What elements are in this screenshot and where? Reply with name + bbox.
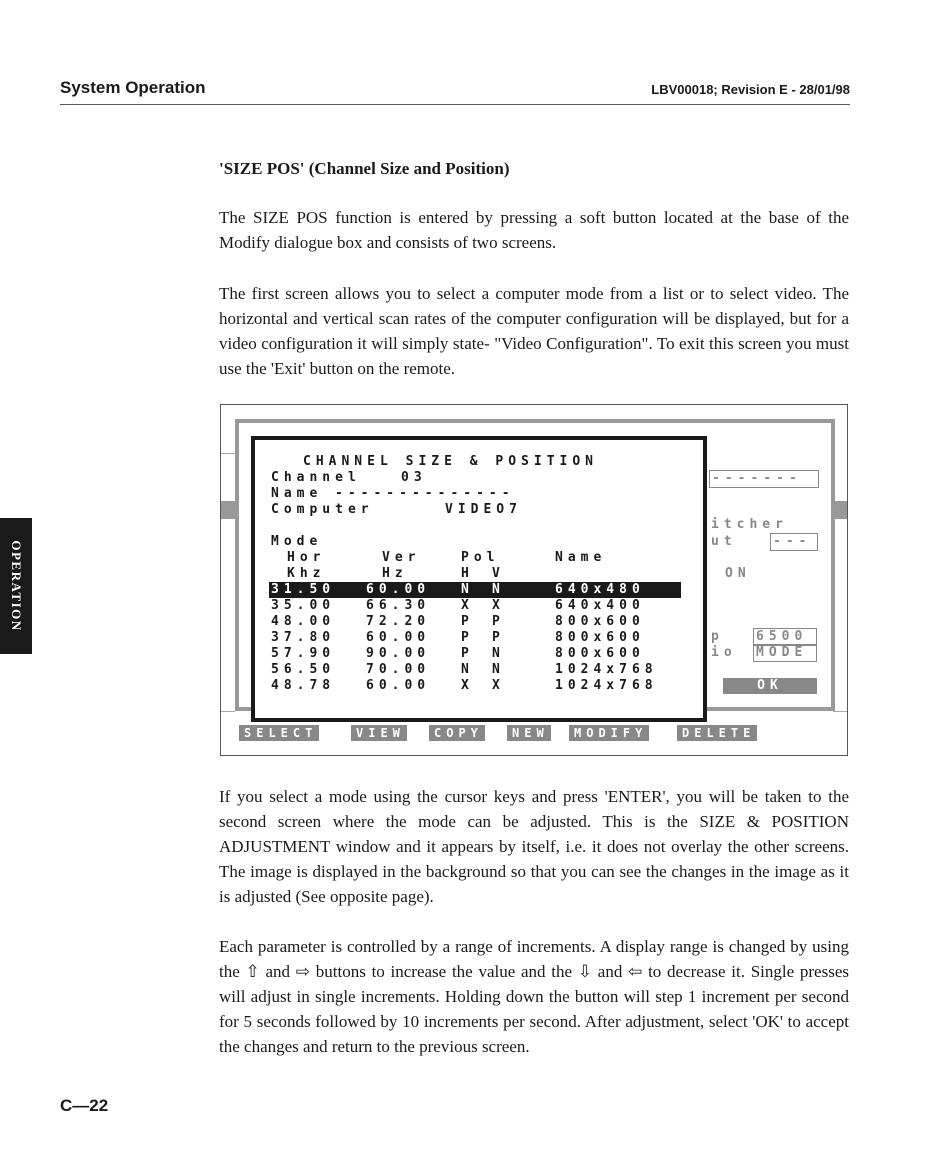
figure-rule-left-bottom	[221, 711, 235, 712]
unit-h: H	[461, 566, 474, 581]
background-io-label: io	[711, 645, 737, 660]
background-on-label: ON	[725, 566, 751, 581]
mode-h: N	[461, 662, 474, 677]
paragraph-3: If you select a mode using the cursor keys and press 'ENTER', you will be taken to the second screen where the mode can be adjusted. This is the SIZE & POSITION ADJUSTMENT window and it appears by itself, i.e. it does not overlay the other screens. The image is displayed in the background so that you can see the changes in the image as it is adjusted (See opposite page).	[219, 787, 849, 906]
mode-name: 1024x768	[555, 662, 658, 677]
mode-name: 640x480	[555, 582, 645, 597]
figure-rule-left-top	[221, 453, 235, 454]
channel-label: Channel	[271, 470, 361, 485]
mode-ver: 60.00	[366, 678, 431, 693]
mode-row[interactable]	[269, 678, 681, 694]
page-number: C—22	[60, 1096, 109, 1115]
figure-bar-left	[221, 501, 235, 519]
unit-v: V	[492, 566, 505, 581]
mode-hor: 48.00	[271, 614, 336, 629]
mode-hor: 37.80	[271, 630, 336, 645]
mode-row[interactable]	[269, 630, 681, 646]
mode-hor: 48.78	[271, 678, 336, 693]
mode-label: Mode	[271, 534, 323, 549]
mode-h: P	[461, 614, 474, 629]
channel-value: 03	[401, 470, 427, 485]
column-name: Name	[555, 550, 607, 565]
view-softkey[interactable]: VIEW	[351, 725, 407, 741]
background-ok-button[interactable]: OK	[723, 678, 817, 694]
mode-hor: 57.90	[271, 646, 336, 661]
mode-v: X	[492, 678, 505, 693]
mode-h: X	[461, 678, 474, 693]
computer-label: Computer	[271, 502, 374, 517]
channel-size-position-dialog	[251, 436, 707, 722]
background-io-field: MODE	[753, 644, 817, 662]
unit-khz: Khz	[287, 566, 326, 581]
header-section-title: System Operation	[60, 78, 206, 97]
background-ut-field: ---	[770, 533, 818, 551]
background-p-field: 6500	[753, 628, 817, 646]
mode-h: N	[461, 582, 474, 597]
mode-ver: 90.00	[366, 646, 431, 661]
dialog-title: CHANNEL SIZE & POSITION	[303, 454, 599, 469]
column-ver: Ver	[382, 550, 421, 565]
modify-softkey[interactable]: MODIFY	[569, 725, 649, 741]
mode-v: P	[492, 614, 505, 629]
delete-softkey[interactable]: DELETE	[677, 725, 757, 741]
column-hor: Hor	[287, 550, 326, 565]
paragraph-2: The first screen allows you to select a computer mode from a list or to select video. The horizontal and vertical scan rates of the computer configuration will be displayed, but for a video configuration it will simply state- "Video Configuration". To exit this screen you must use the 'Exit' button on the remote.	[219, 284, 849, 378]
mode-h: X	[461, 598, 474, 613]
mode-v: X	[492, 598, 505, 613]
figure-rule-right-bottom	[833, 711, 847, 712]
side-tab	[0, 518, 32, 654]
mode-v: N	[492, 662, 505, 677]
mode-ver: 70.00	[366, 662, 431, 677]
mode-ver: 72.20	[366, 614, 431, 629]
mode-name: 800x600	[555, 630, 645, 645]
figure-bar-right	[833, 501, 847, 519]
header-document-ref: LBV00018; Revision E - 28/01/98	[651, 82, 850, 97]
side-tab-label: OPERATION	[9, 540, 24, 632]
background-field-top: -------	[709, 470, 819, 488]
mode-hor: 56.50	[271, 662, 336, 677]
column-pol: Pol	[461, 550, 500, 565]
background-switcher-label: itcher	[711, 517, 788, 532]
mode-row[interactable]	[269, 662, 681, 678]
mode-ver: 60.00	[366, 582, 431, 597]
background-ut-label: ut	[711, 534, 737, 549]
mode-h: P	[461, 646, 474, 661]
background-p-label: p	[711, 629, 724, 644]
mode-row[interactable]	[269, 614, 681, 630]
mode-h: P	[461, 630, 474, 645]
header-rule	[60, 104, 850, 105]
name-label: Name	[271, 486, 323, 501]
mode-row[interactable]	[269, 582, 681, 598]
mode-v: N	[492, 582, 505, 597]
select-softkey[interactable]: SELECT	[239, 725, 319, 741]
mode-row[interactable]	[269, 598, 681, 614]
mode-name: 1024x768	[555, 678, 658, 693]
mode-ver: 66.30	[366, 598, 431, 613]
mode-row[interactable]	[269, 646, 681, 662]
mode-v: P	[492, 630, 505, 645]
mode-name: 800x600	[555, 646, 645, 661]
new-softkey[interactable]: NEW	[507, 725, 551, 741]
mode-v: N	[492, 646, 505, 661]
mode-hor: 35.00	[271, 598, 336, 613]
paragraph-4: Each parameter is controlled by a range of increments. A display range is changed by using the ⇧ and ⇨ buttons to increase the value and the ⇩ and ⇦ to decrease it. Single presses will adjust in single increments. Holding down the button will step 1 increment per second for 5 seconds followed by 10 increments per second. After adjustment, select 'OK' to accept the changes and return to the previous screen.	[219, 937, 849, 1056]
mode-ver: 60.00	[366, 630, 431, 645]
computer-value: VIDEO7	[445, 502, 522, 517]
paragraph-1: The SIZE POS function is entered by pressing a soft button located at the base of the Modify dialogue box and consists of two screens.	[219, 208, 849, 252]
copy-softkey[interactable]: COPY	[429, 725, 485, 741]
mode-hor: 31.50	[271, 582, 336, 597]
unit-hz: Hz	[382, 566, 408, 581]
mode-name: 800x600	[555, 614, 645, 629]
name-value: --------------	[335, 486, 515, 501]
screen-figure	[220, 404, 848, 756]
mode-name: 640x400	[555, 598, 645, 613]
section-title: 'SIZE POS' (Channel Size and Position)	[219, 159, 510, 178]
